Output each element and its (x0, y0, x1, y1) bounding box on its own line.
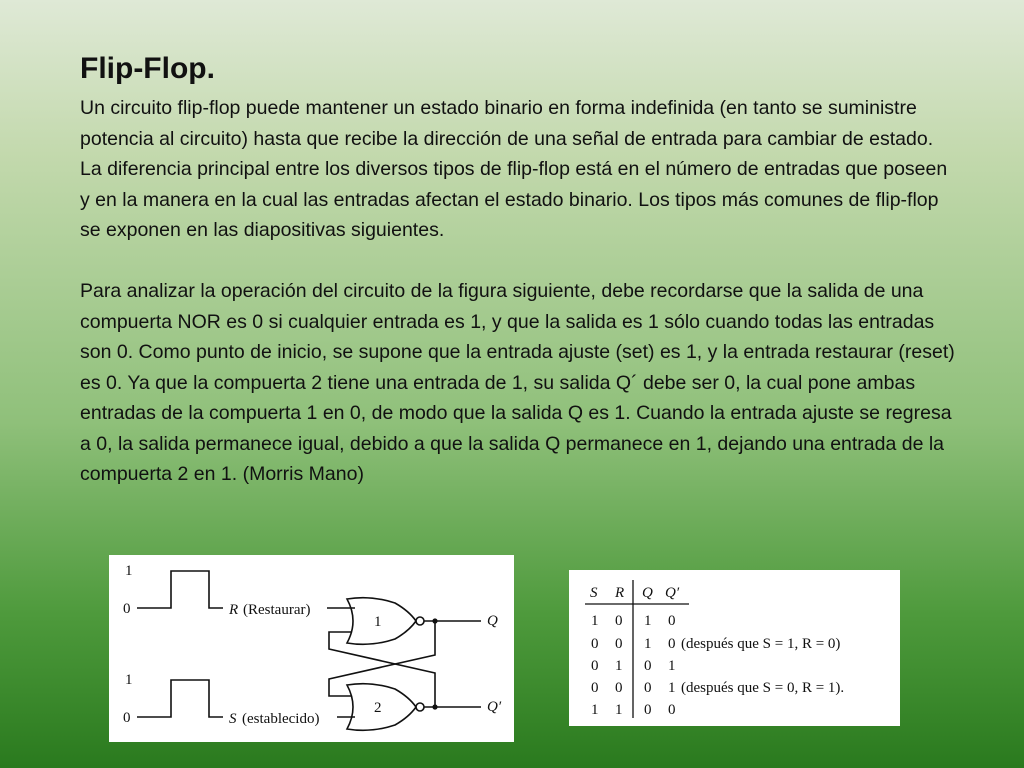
junction-qprime (432, 704, 437, 709)
cell-r1-qp: 0 (668, 613, 676, 629)
cell-r1-r: 0 (615, 613, 623, 629)
output-q-label: Q (487, 613, 498, 629)
gate-2-label: 2 (374, 700, 382, 716)
output-qprime-label: Q′ (487, 699, 502, 715)
cell-r3-s: 0 (591, 658, 599, 674)
row4-note: (después que S = 0, R = 1). (681, 680, 845, 696)
cell-r3-r: 1 (615, 658, 623, 674)
cell-r2-q: 1 (644, 636, 652, 652)
cell-r3-qp: 1 (668, 658, 676, 674)
slide-body (80, 93, 955, 490)
nor-gate-1-bubble (416, 617, 424, 625)
junction-q (432, 618, 437, 623)
input-r-letter: R (229, 602, 239, 618)
row2-note: (después que S = 1, R = 0) (681, 636, 841, 652)
gate-1-label: 1 (374, 614, 382, 630)
cell-r1-q: 1 (644, 613, 652, 629)
reset-level-high: 1 (125, 563, 133, 579)
cell-r4-s: 0 (591, 680, 599, 696)
cell-r5-r: 1 (615, 702, 623, 718)
sr-latch-circuit-figure (109, 555, 514, 742)
cell-r4-r: 0 (615, 680, 623, 696)
cell-r5-q: 0 (644, 702, 652, 718)
cell-r2-s: 0 (591, 636, 599, 652)
cell-r4-qp: 1 (668, 680, 676, 696)
sr-truth-table-figure (569, 570, 900, 726)
sr-latch-diagram (109, 555, 514, 742)
header-qprime: Q′ (665, 585, 680, 601)
nor-gate-1 (347, 598, 416, 645)
header-s: S (590, 585, 598, 601)
slide-title: Flip-Flop. (80, 52, 215, 85)
reset-pulse-waveform (137, 571, 223, 608)
cell-r3-q: 0 (644, 658, 652, 674)
set-level-high: 1 (125, 672, 133, 688)
cell-r5-s: 1 (591, 702, 599, 718)
input-r-label: (Restaurar) (243, 602, 311, 618)
reset-level-low: 0 (123, 601, 131, 617)
cell-r1-s: 1 (591, 613, 599, 629)
input-s-letter: S (229, 711, 237, 727)
cell-r2-r: 0 (615, 636, 623, 652)
set-level-low: 0 (123, 710, 131, 726)
table-rows (591, 613, 844, 718)
header-r: R (615, 585, 625, 601)
truth-table (569, 570, 900, 726)
cell-r2-qp: 0 (668, 636, 676, 652)
cell-r5-qp: 0 (668, 702, 676, 718)
paragraph-analysis: Para analizar la operación del circuito de la figura siguiente, debe recordarse que la salida de una compuerta NOR es 0 si cualquier entrada es 1, y que la salida es 1 sólo cuando todas las entradas son 0. Como punto de inicio, se supone que la entrada ajuste (set) es 1, y la entrada restaurar (reset) es 0. Ya que la compuerta 2 tiene una entrada de 1, su salida Q´ debe ser 0, la cual pone ambas entradas de la compuerta 1 en 0, de modo que la salida Q es 1. Cuando la entrada ajuste se regresa a 0, la salida permanece igual, debido a que la salida Q permanece en 1, dejando una entrada de la compuerta 2 en 1. (Morris Mano) (80, 280, 955, 485)
header-q: Q (642, 585, 653, 601)
paragraph-intro: Un circuito flip-flop puede mantener un estado binario en forma indefinida (en tanto se suministre potencia al circuito) hasta que recibe la dirección de una señal de entrada para cambiar de estado. La diferencia principal entre los diversos tipos de flip-flop está en el número de entradas que poseen y en la manera en la cual las entradas afectan el estado binario. Los tipos más comunes de flip-flop se exponen en las diapositivas siguientes. (80, 97, 948, 241)
nor-gate-2-bubble (416, 703, 424, 711)
set-pulse-waveform (137, 680, 223, 717)
input-s-label: (establecido) (242, 711, 320, 727)
cell-r4-q: 0 (644, 680, 652, 696)
nor-gate-2 (347, 684, 416, 731)
